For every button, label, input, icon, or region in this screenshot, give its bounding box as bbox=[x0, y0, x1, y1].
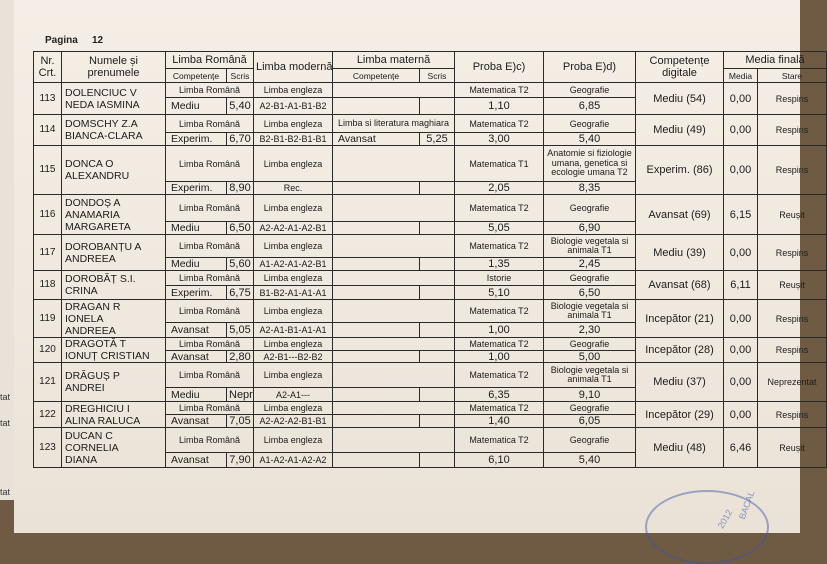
limba-romana-score: 7,90 bbox=[227, 453, 254, 468]
student-name-line: DREGHICIU I bbox=[65, 402, 130, 415]
limba-romana-level: Mediu bbox=[166, 98, 227, 115]
limba-materna-level bbox=[333, 182, 420, 195]
limba-materna-score bbox=[420, 286, 455, 300]
limba-materna-name bbox=[333, 235, 455, 258]
table-row bbox=[34, 271, 827, 286]
limba-romana-score: 6,75 bbox=[227, 286, 254, 300]
competente-digitale-value: Mediu (54) bbox=[636, 83, 724, 115]
student-name-line: DRAGAN R bbox=[65, 300, 121, 313]
media-finala-value: 0,00 bbox=[724, 363, 758, 402]
limba-moderna-level: A2-B1-A1-B1-B2 bbox=[254, 98, 333, 115]
row-number: 119 bbox=[34, 300, 62, 338]
proba-ec-name: Matematica T2 bbox=[455, 83, 544, 98]
limba-materna-name bbox=[333, 83, 455, 98]
proba-ed-score: 6,90 bbox=[544, 222, 636, 235]
limba-romana-level: Mediu bbox=[166, 388, 227, 402]
competente-digitale-value: Mediu (39) bbox=[636, 235, 724, 271]
proba-ec-score: 5,10 bbox=[455, 286, 544, 300]
limba-materna-name bbox=[333, 338, 455, 351]
student-name-line: DIANA bbox=[65, 453, 98, 466]
proba-ec-name: Matematica T2 bbox=[455, 363, 544, 388]
limba-materna-score bbox=[420, 388, 455, 402]
student-name-line: DOROBANȚU A bbox=[65, 240, 142, 253]
limba-moderna-name: Limba engleza bbox=[254, 146, 333, 182]
media-finala-value: 6,46 bbox=[724, 428, 758, 468]
proba-ec-name: Istorie bbox=[455, 271, 544, 286]
limba-romana-label: Limba Română bbox=[166, 271, 254, 286]
competente-digitale-value: Mediu (37) bbox=[636, 363, 724, 402]
proba-ed-name: Geografie bbox=[544, 83, 636, 98]
media-finala-value: 0,00 bbox=[724, 115, 758, 146]
limba-moderna-name: Limba engleza bbox=[254, 83, 333, 98]
adjacent-sheet-text: tat bbox=[0, 392, 11, 402]
limba-moderna-name: Limba engleza bbox=[254, 402, 333, 415]
proba-ec-name: Matematica T2 bbox=[455, 402, 544, 415]
limba-romana-label: Limba Română bbox=[166, 195, 254, 222]
student-name-line: DOLENCIUC V bbox=[65, 86, 137, 99]
student-name-line: DONCA O bbox=[65, 158, 114, 170]
student-name-line: IONELA bbox=[65, 312, 104, 325]
proba-ec-name: Matematica T1 bbox=[455, 146, 544, 182]
stare-value: Respins bbox=[758, 83, 827, 115]
stare-value: Reușit bbox=[758, 428, 827, 468]
limba-moderna-name: Limba engleza bbox=[254, 271, 333, 286]
limba-romana-score: 5,05 bbox=[227, 323, 254, 338]
row-number: 114 bbox=[34, 115, 62, 146]
competente-digitale-value: Incepător (29) bbox=[636, 402, 724, 428]
proba-ed-name: Biologie vegetala si animala T1 bbox=[544, 235, 636, 258]
limba-materna-level bbox=[333, 323, 420, 338]
student-name-line: ANAMARIA bbox=[65, 208, 120, 221]
table-row bbox=[34, 115, 827, 133]
header-lmat-scris: Scris bbox=[420, 69, 455, 83]
limba-romana-label: Limba Română bbox=[166, 83, 254, 98]
student-name-line: ANDREEA bbox=[65, 252, 116, 265]
limba-moderna-level: A2-A2-A1-A2-B1 bbox=[254, 222, 333, 235]
student-name-line: ALINA RALUCA bbox=[65, 414, 141, 427]
proba-ed-name: Geografie bbox=[544, 428, 636, 453]
limba-romana-level: Avansat bbox=[166, 415, 227, 428]
student-name-line: DOROBĂȚ S.I. bbox=[65, 273, 136, 285]
limba-romana-level: Experim. bbox=[166, 286, 227, 300]
limba-moderna-level: Rec. bbox=[254, 182, 333, 195]
limba-materna-level: Avansat bbox=[333, 133, 420, 146]
competente-digitale-value: Mediu (48) bbox=[636, 428, 724, 468]
header-media: Media bbox=[724, 69, 758, 83]
adjacent-sheet-text: tat bbox=[0, 487, 11, 497]
limba-romana-label: Limba Română bbox=[166, 363, 254, 388]
competente-digitale-value: Mediu (49) bbox=[636, 115, 724, 146]
student-name-line: DONDOȘ A bbox=[65, 196, 121, 209]
limba-romana-level: Mediu bbox=[166, 258, 227, 271]
student-name bbox=[62, 195, 166, 235]
limba-materna-name bbox=[333, 363, 455, 388]
header-proba-ed: Proba E)d) bbox=[544, 52, 636, 83]
limba-romana-score: 6,70 bbox=[227, 133, 254, 146]
row-number: 113 bbox=[34, 83, 62, 115]
proba-ec-score: 1,35 bbox=[455, 258, 544, 271]
limba-moderna-level: A2-A1-B1-A1-A1 bbox=[254, 323, 333, 338]
limba-romana-label: Limba Română bbox=[166, 235, 254, 258]
stare-value: Respins bbox=[758, 402, 827, 428]
row-number: 122 bbox=[34, 402, 62, 428]
stare-value: Respins bbox=[758, 235, 827, 271]
limba-romana-label: Limba Română bbox=[166, 300, 254, 323]
adjacent-sheet-text: tat bbox=[0, 418, 11, 428]
row-number: 123 bbox=[34, 428, 62, 468]
student-name-line: DOMSCHY Z.A bbox=[65, 118, 138, 130]
limba-romana-level: Avansat bbox=[166, 323, 227, 338]
limba-materna-name bbox=[333, 402, 455, 415]
competente-digitale-value: Experim. (86) bbox=[636, 146, 724, 195]
limba-romana-level: Avansat bbox=[166, 351, 227, 363]
student-name bbox=[62, 300, 166, 338]
student-name-line: DRAGOTĂ T bbox=[65, 338, 127, 350]
student-name bbox=[62, 235, 166, 271]
student-name bbox=[62, 146, 166, 195]
media-finala-value: 0,00 bbox=[724, 338, 758, 363]
proba-ec-score: 1,00 bbox=[455, 323, 544, 338]
limba-romana-score: Nepr bbox=[227, 388, 254, 402]
stamp-text: 2012 bbox=[715, 507, 735, 531]
limba-materna-score: 5,25 bbox=[420, 133, 455, 146]
limba-materna-level bbox=[333, 453, 420, 468]
limba-materna-score bbox=[420, 258, 455, 271]
limba-romana-level: Mediu bbox=[166, 222, 227, 235]
limba-moderna-name: Limba engleza bbox=[254, 195, 333, 222]
header-limba-moderna: Limba modernă bbox=[254, 52, 333, 83]
row-number: 116 bbox=[34, 195, 62, 235]
limba-materna-name bbox=[333, 428, 455, 453]
proba-ed-name: Geografie bbox=[544, 195, 636, 222]
proba-ed-name: Biologie vegetala si animala T1 bbox=[544, 300, 636, 323]
limba-materna-score bbox=[420, 222, 455, 235]
limba-materna-name bbox=[333, 271, 455, 286]
header-proba-ec: Proba E)c) bbox=[455, 52, 544, 83]
limba-romana-level: Experim. bbox=[166, 182, 227, 195]
student-name bbox=[62, 83, 166, 115]
table-row bbox=[34, 235, 827, 258]
media-finala-value: 6,15 bbox=[724, 195, 758, 235]
proba-ed-name: Anatomie si fiziologie umana, genetica si ecologie umana T2 bbox=[544, 146, 636, 182]
proba-ed-score: 6,85 bbox=[544, 98, 636, 115]
student-name bbox=[62, 402, 166, 428]
header-nr: Nr. Crt. bbox=[34, 52, 62, 83]
row-number: 118 bbox=[34, 271, 62, 300]
proba-ed-name: Geografie bbox=[544, 271, 636, 286]
header-limba-materna: Limba maternă bbox=[333, 52, 455, 69]
student-name-line: ANDREI bbox=[65, 382, 105, 394]
proba-ed-score: 9,10 bbox=[544, 388, 636, 402]
limba-materna-score bbox=[420, 182, 455, 195]
proba-ed-score: 5,00 bbox=[544, 351, 636, 363]
limba-materna-level bbox=[333, 98, 420, 115]
student-name-line: BIANCA-CLARA bbox=[65, 130, 143, 142]
row-number: 121 bbox=[34, 363, 62, 402]
proba-ed-name: Geografie bbox=[544, 115, 636, 133]
competente-digitale-value: Avansat (68) bbox=[636, 271, 724, 300]
limba-materna-name bbox=[333, 146, 455, 182]
proba-ed-name: Geografie bbox=[544, 338, 636, 351]
limba-materna-score bbox=[420, 98, 455, 115]
stamp-text: BACAL bbox=[737, 489, 757, 521]
limba-romana-label: Limba Română bbox=[166, 115, 254, 133]
limba-materna-level bbox=[333, 415, 420, 428]
limba-moderna-name: Limba engleza bbox=[254, 235, 333, 258]
limba-moderna-level: A2-B1---B2-B2 bbox=[254, 351, 333, 363]
limba-moderna-level: A2-A2-A2-B1-B1 bbox=[254, 415, 333, 428]
limba-materna-name: Limba si literatura maghiara bbox=[333, 115, 455, 133]
limba-moderna-level: A1-A2-A1-A2-A2 bbox=[254, 453, 333, 468]
proba-ec-score: 1,00 bbox=[455, 351, 544, 363]
limba-materna-level bbox=[333, 286, 420, 300]
table-row bbox=[34, 338, 827, 351]
table-row bbox=[34, 146, 827, 182]
official-stamp bbox=[645, 490, 769, 564]
proba-ec-score: 6,35 bbox=[455, 388, 544, 402]
table-row bbox=[34, 195, 827, 222]
proba-ec-name: Matematica T2 bbox=[455, 195, 544, 222]
header-limba-romana: Limba Română bbox=[166, 52, 254, 69]
proba-ed-score: 8,35 bbox=[544, 182, 636, 195]
proba-ec-name: Matematica T2 bbox=[455, 300, 544, 323]
limba-moderna-name: Limba engleza bbox=[254, 300, 333, 323]
header-competente-digitale: Competențe digitale bbox=[636, 52, 724, 83]
limba-materna-score bbox=[420, 323, 455, 338]
limba-romana-label: Limba Română bbox=[166, 146, 254, 182]
proba-ed-name: Geografie bbox=[544, 402, 636, 415]
row-number: 115 bbox=[34, 146, 62, 195]
limba-moderna-level: B1-B2-A1-A1-A1 bbox=[254, 286, 333, 300]
student-name-line: CRINA bbox=[65, 285, 98, 297]
proba-ec-name: Matematica T2 bbox=[455, 115, 544, 133]
media-finala-value: 0,00 bbox=[724, 402, 758, 428]
student-name-line: ANDREEA bbox=[65, 324, 116, 337]
proba-ec-score: 5,05 bbox=[455, 222, 544, 235]
limba-romana-score: 6,50 bbox=[227, 222, 254, 235]
proba-ec-name: Matematica T2 bbox=[455, 235, 544, 258]
limba-materna-score bbox=[420, 351, 455, 363]
limba-materna-level bbox=[333, 222, 420, 235]
limba-romana-label: Limba Română bbox=[166, 402, 254, 415]
row-number: 120 bbox=[34, 338, 62, 363]
media-finala-value: 6,11 bbox=[724, 271, 758, 300]
competente-digitale-value: Incepător (21) bbox=[636, 300, 724, 338]
header-lr-competente: Competențe bbox=[166, 69, 227, 83]
limba-romana-score: 5,40 bbox=[227, 98, 254, 115]
header-name: Numele și prenumele bbox=[62, 52, 166, 83]
proba-ed-score: 5,40 bbox=[544, 133, 636, 146]
limba-romana-level: Experim. bbox=[166, 133, 227, 146]
stare-value: Neprezentat bbox=[758, 363, 827, 402]
stare-value: Respins bbox=[758, 300, 827, 338]
limba-moderna-name: Limba engleza bbox=[254, 338, 333, 351]
table-row bbox=[34, 402, 827, 415]
limba-moderna-level: A1-A2-A1-A2-B1 bbox=[254, 258, 333, 271]
proba-ed-score: 6,05 bbox=[544, 415, 636, 428]
table-row bbox=[34, 83, 827, 98]
stare-value: Respins bbox=[758, 115, 827, 146]
proba-ec-name: Matematica T2 bbox=[455, 428, 544, 453]
table-row bbox=[34, 363, 827, 388]
proba-ed-score: 2,30 bbox=[544, 323, 636, 338]
stare-value: Reușit bbox=[758, 195, 827, 235]
limba-romana-score: 2,80 bbox=[227, 351, 254, 363]
limba-materna-level bbox=[333, 388, 420, 402]
limba-materna-level bbox=[333, 258, 420, 271]
proba-ed-score: 2,45 bbox=[544, 258, 636, 271]
page-label: Pagina bbox=[45, 35, 78, 46]
limba-moderna-name: Limba engleza bbox=[254, 428, 333, 453]
limba-romana-label: Limba Română bbox=[166, 338, 254, 351]
header-stare: Stare bbox=[758, 69, 827, 83]
limba-materna-level bbox=[333, 351, 420, 363]
stare-value: Respins bbox=[758, 146, 827, 195]
table-row bbox=[34, 428, 827, 453]
student-name-line: ALEXANDRU bbox=[65, 170, 130, 182]
limba-moderna-name: Limba engleza bbox=[254, 115, 333, 133]
competente-digitale-value: Incepător (28) bbox=[636, 338, 724, 363]
competente-digitale-value: Avansat (69) bbox=[636, 195, 724, 235]
limba-materna-name bbox=[333, 300, 455, 323]
header-lr-scris: Scris bbox=[227, 69, 254, 83]
limba-romana-score: 5,60 bbox=[227, 258, 254, 271]
student-name-line: DUCAN C bbox=[65, 429, 113, 442]
proba-ed-name: Biologie vegetala si animala T1 bbox=[544, 363, 636, 388]
limba-moderna-level: B2-B1-B2-B1-B1 bbox=[254, 133, 333, 146]
student-name bbox=[62, 271, 166, 300]
proba-ec-score: 2,05 bbox=[455, 182, 544, 195]
limba-romana-label: Limba Română bbox=[166, 428, 254, 453]
limba-materna-score bbox=[420, 453, 455, 468]
media-finala-value: 0,00 bbox=[724, 146, 758, 195]
header-media-finala: Media finală bbox=[724, 52, 827, 69]
proba-ed-score: 6,50 bbox=[544, 286, 636, 300]
student-name-line: NEDA IASMINA bbox=[65, 98, 140, 111]
student-name-line: DRĂGUȘ P bbox=[65, 370, 120, 382]
proba-ec-score: 6,10 bbox=[455, 453, 544, 468]
header-lmat-competente: Competențe bbox=[333, 69, 420, 83]
page-number: 12 bbox=[92, 35, 104, 46]
row-number: 117 bbox=[34, 235, 62, 271]
limba-materna-name bbox=[333, 195, 455, 222]
media-finala-value: 0,00 bbox=[724, 300, 758, 338]
student-name-line: CORNELIA bbox=[65, 441, 119, 454]
table-row bbox=[34, 300, 827, 323]
adjacent-sheet-edge bbox=[0, 0, 15, 500]
proba-ec-score: 3,00 bbox=[455, 133, 544, 146]
proba-ec-score: 1,40 bbox=[455, 415, 544, 428]
limba-romana-score: 7,05 bbox=[227, 415, 254, 428]
student-name bbox=[62, 428, 166, 468]
student-name bbox=[62, 363, 166, 402]
limba-moderna-level: A2-A1--- bbox=[254, 388, 333, 402]
proba-ed-score: 5,40 bbox=[544, 453, 636, 468]
proba-ec-name: Matematica T2 bbox=[455, 338, 544, 351]
student-name bbox=[62, 115, 166, 146]
exam-results-table bbox=[33, 51, 827, 468]
media-finala-value: 0,00 bbox=[724, 235, 758, 271]
limba-moderna-name: Limba engleza bbox=[254, 363, 333, 388]
media-finala-value: 0,00 bbox=[724, 83, 758, 115]
limba-romana-score: 8,90 bbox=[227, 182, 254, 195]
student-name-line: IONUȚ CRISTIAN bbox=[65, 350, 150, 362]
proba-ec-score: 1,10 bbox=[455, 98, 544, 115]
student-name bbox=[62, 338, 166, 363]
student-name-line: MARGARETA bbox=[65, 220, 131, 233]
stare-value: Reușit bbox=[758, 271, 827, 300]
limba-romana-level: Avansat bbox=[166, 453, 227, 468]
stare-value: Respins bbox=[758, 338, 827, 363]
limba-materna-score bbox=[420, 415, 455, 428]
